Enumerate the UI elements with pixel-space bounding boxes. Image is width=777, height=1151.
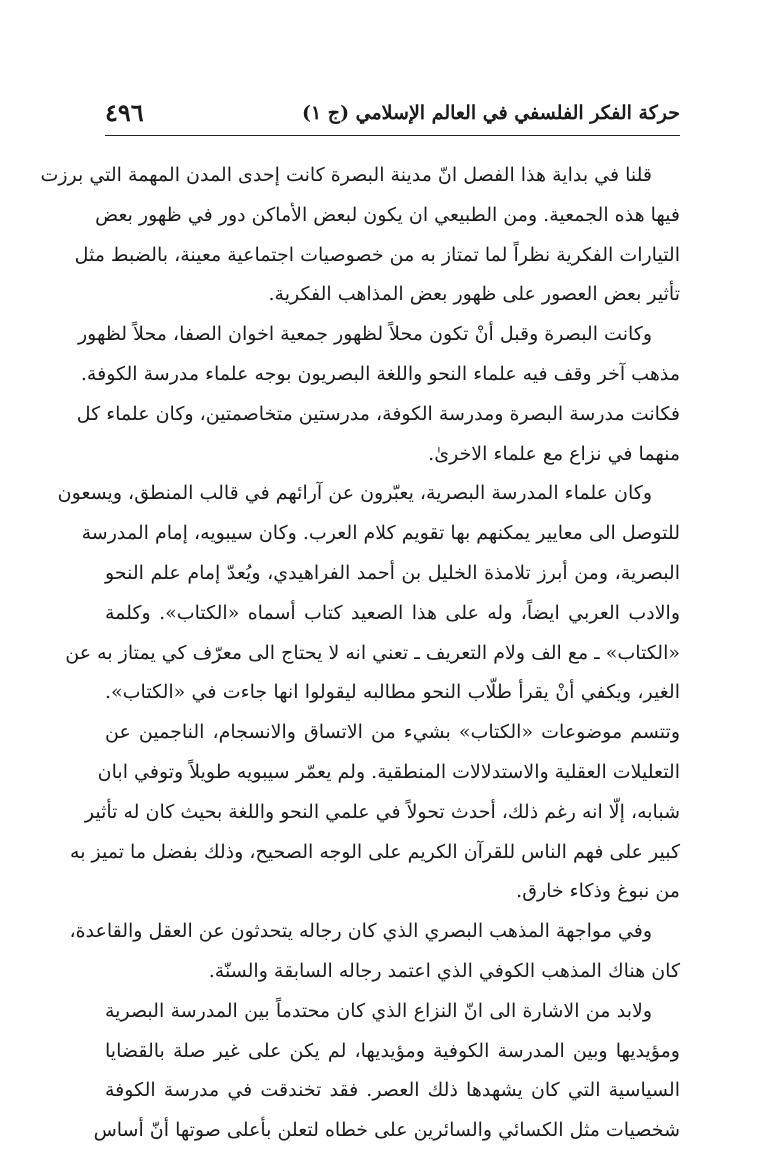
text-line: «الكتاب» ـ مع الف ولام التعريف ـ تعني انه لا يحتاج الى معرّف كي يمتاز به عن <box>65 641 680 664</box>
page-header <box>105 90 680 136</box>
text-line: البصرية، ومن أبرز تلامذة الخليل بن أحمد الفراهيدي، ويُعدّ إمام علم النحو <box>105 561 680 584</box>
text-line: منهما في نزاع مع علماء الاخرىٰ. <box>428 442 680 465</box>
text-line: السياسية التي كان يشهدها ذلك العصر. فقد تخندقت في مدرسة الكوفة <box>105 1079 680 1102</box>
text-line: شخصيات مثل الكسائي والسائرين على خطاه لتعلن بأعلى صوتها أنّ أساس <box>93 1119 680 1142</box>
text-line: التيارات الفكرية نظراً لما تمتاز به من خصوصيات اجتماعية معينة، بالضبط مثل <box>74 243 680 266</box>
text-line: والادب العربي ايضاً، وله على هذا الصعيد كتاب أسماه «الكتاب». وكلمة <box>105 601 680 624</box>
text-line: قلنا في بداية هذا الفصل انّ مدينة البصرة كانت إحدى المدن المهمة التي برزت <box>40 164 652 186</box>
text-line: مذهب آخر وقف فيه علماء النحو واللغة البصريون بوجه علماء مدرسة الكوفة. <box>80 362 680 385</box>
text-line: تأثير بعض العصور على ظهور بعض المذاهب الفكرية. <box>268 283 680 306</box>
text-line: وكان علماء المدرسة البصرية، يعبّرون عن آرائهم في قالب المنطق، ويسعون <box>57 482 652 505</box>
text-line: التعليلات العقلية والاستدلالات المنطقية. ولم يعمّر سيبويه طويلاً وتوفي ابان <box>97 760 680 783</box>
text-line: ولابد من الاشارة الى انّ النزاع الذي كان محتدماً بين المدرسة البصرية <box>105 999 652 1022</box>
text-line: وتتسم موضوعات «الكتاب» بشيء من الاتساق والانسجام، الناجمين عن <box>105 721 680 744</box>
page-number: ٤٩٦ <box>105 98 144 127</box>
text-line: فكانت مدرسة البصرة ومدرسة الكوفة، مدرستين متخاصمتين، وكان علماء كل <box>76 402 680 425</box>
text-line: الغير، ويكفي أنْ يقرأ طلّاب النحو مطالبه ليقولوا انها جاءت في «الكتاب». <box>105 681 680 704</box>
running-title: حركة الفكر الفلسفي في العالم الإسلامي (ج ١) <box>301 101 680 124</box>
text-line: وفي مواجهة المذهب البصري الذي كان رجاله يتحدثون عن العقل والقاعدة، <box>69 920 652 943</box>
text-line: للتوصل الى معايير يمكنهم بها تقويم كلام العرب. وكان سيبويه، إمام المدرسة <box>81 522 680 545</box>
text-line: وكانت البصرة وقبل أنْ تكون محلاً لظهور جمعية اخوان الصفا، محلاً لظهور <box>77 323 652 346</box>
text-line: شبابه، إلّا انه رغم ذلك، أحدث تحولاً في علمي النحو واللغة بحيث كان له تأثير <box>84 800 680 823</box>
text-line: كان هناك المذهب الكوفي الذي اعتمد رجاله السابقة والسنّة. <box>208 959 680 982</box>
text-line: كبير على فهم الناس للقرآن الكريم على الوجه الصحيح، وذلك بفضل ما تميز به <box>70 840 680 863</box>
body-text <box>40 156 680 1151</box>
text-line: فيها هذه الجمعية. ومن الطبيعي ان يكون لبعض الأماكن دور في ظهور بعض <box>95 203 680 226</box>
text-line: ومؤيديها وبين المدرسة الكوفية ومؤيديها، لم يكن على غير صلة بالقضايا <box>105 1039 680 1062</box>
text-line: من نبوغ وذكاء خارق. <box>516 880 680 903</box>
